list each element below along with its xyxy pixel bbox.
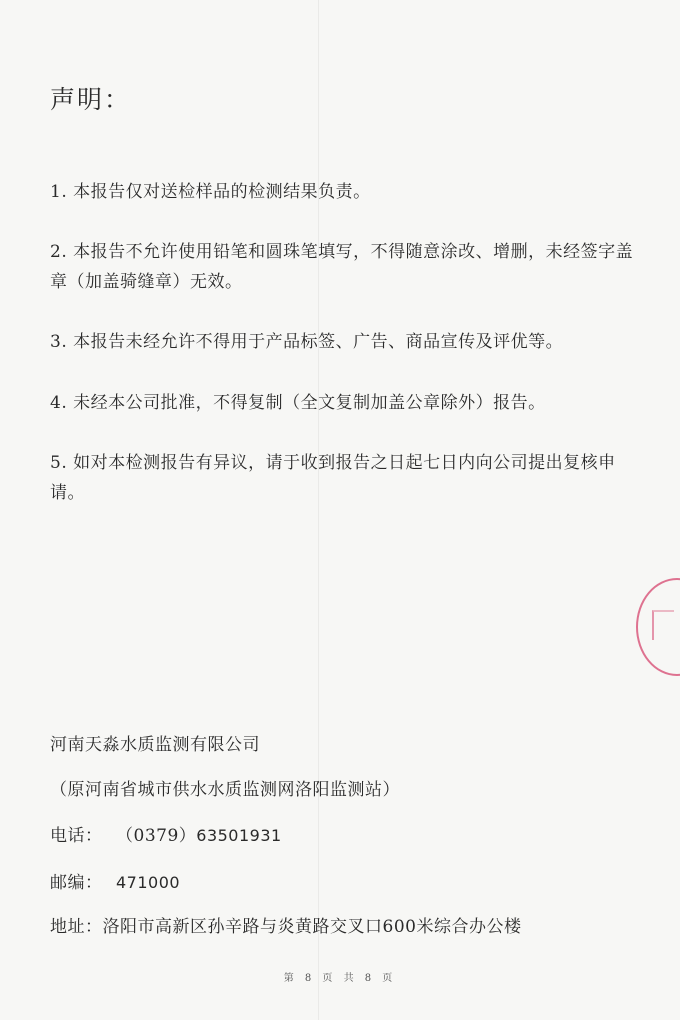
phone-label: 电话： bbox=[50, 826, 103, 846]
declaration-item-1: 1. 本报告仅对送检样品的检测结果负责。 bbox=[50, 182, 371, 202]
company-address bbox=[50, 914, 521, 940]
fold-line bbox=[318, 0, 319, 1020]
declaration-item-2: 2. 本报告不允许使用铅笔和圆珠笔填写，不得随意涂改、增删，未经签字盖章（加盖骑缝章）无效。 bbox=[50, 242, 634, 292]
seal-stamp-mark bbox=[652, 610, 674, 640]
declaration-item-5: 5. 如对本检测报告有异议，请于收到报告之日起七日内向公司提出复核申请。 bbox=[50, 453, 616, 503]
address-value: 洛阳市高新区孙辛路与炎黄路交叉口600米综合办公楼 bbox=[102, 917, 522, 937]
company-name: 河南天淼水质监测有限公司 bbox=[50, 735, 260, 755]
declaration-title: 声明： bbox=[50, 85, 132, 114]
company-former-name: （原河南省城市供水水质监测网洛阳监测站） bbox=[50, 780, 400, 800]
declaration-item-4: 4. 未经本公司批准，不得复制（全文复制加盖公章除外）报告。 bbox=[50, 393, 546, 413]
company-postcode bbox=[50, 870, 180, 896]
phone-area-code: （0379） bbox=[116, 826, 197, 846]
address-label: 地址： bbox=[50, 917, 103, 937]
postcode-value: 471000 bbox=[116, 873, 181, 892]
seal-stamp-edge bbox=[636, 578, 680, 676]
phone-number: 63501931 bbox=[196, 826, 282, 845]
company-phone bbox=[50, 823, 282, 849]
page-number-footer: 第 8 页 共 8 页 bbox=[283, 973, 397, 984]
declaration-item-3: 3. 本报告未经允许不得用于产品标签、广告、商品宣传及评优等。 bbox=[50, 332, 564, 352]
postcode-label: 邮编： bbox=[50, 873, 103, 893]
